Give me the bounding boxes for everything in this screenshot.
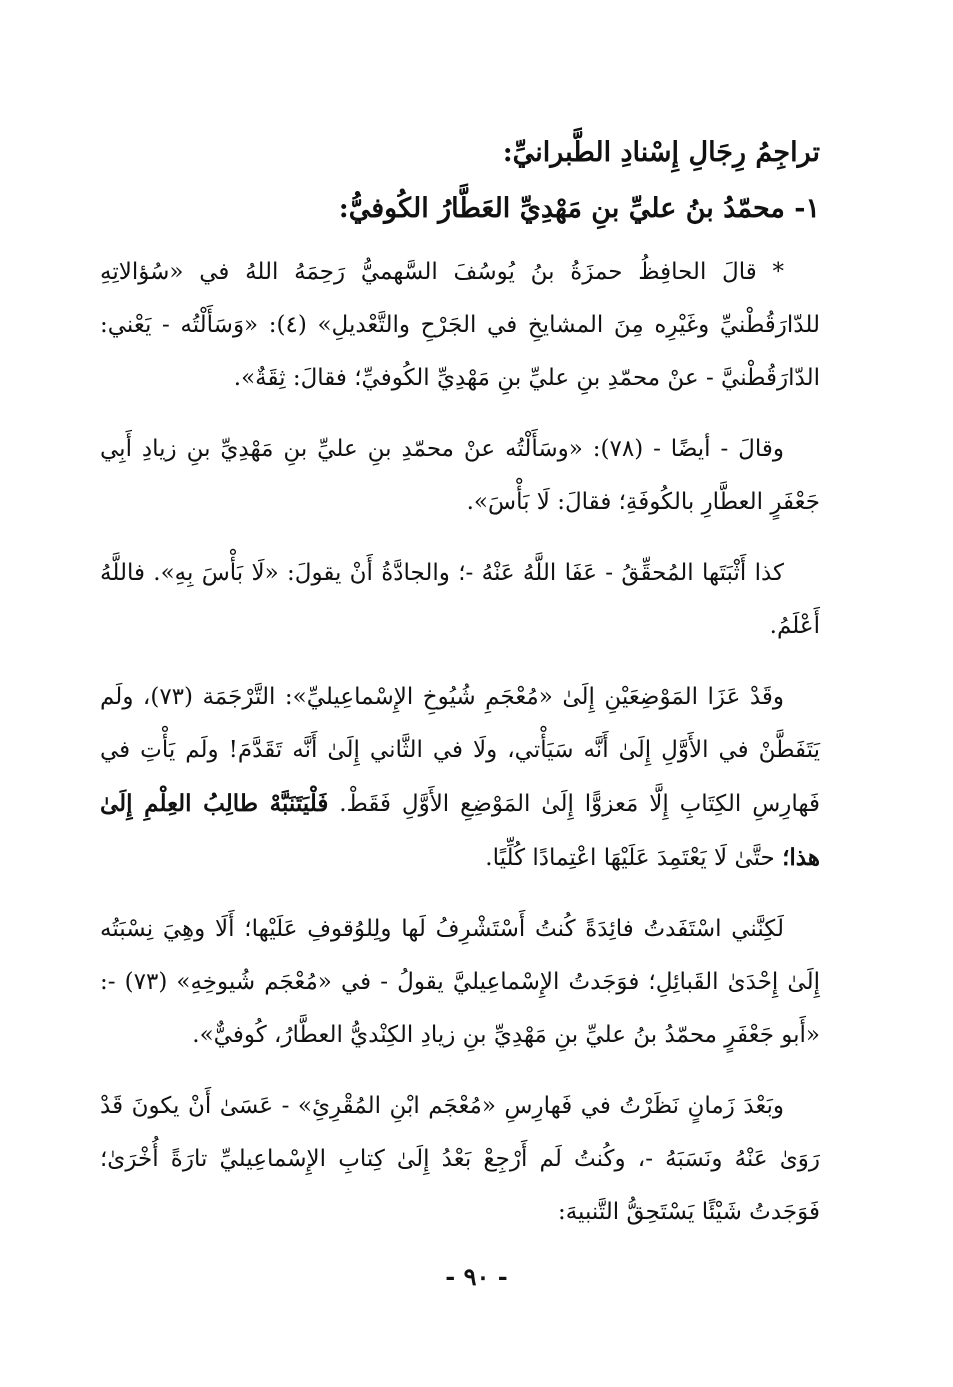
paragraph-4-emphasis: فَلْيَتَنَبَّهْ طالِبُ العِلْمِ إِلَىٰ هذا؛: [100, 790, 820, 871]
paragraph-2-text: وقالَ - أيضًا - (٧٨): «وسَأَلْتُه عنْ محمّدِ بنِ عليِّ بنِ مَهْدِيِّ بنِ زيادِ أَبِي جَعْفَرٍ العطَّارِ بالكُوفَةِ؛ فقالَ: لَا بَأْسَ».: [100, 436, 820, 515]
paragraph-6: [100, 1080, 820, 1239]
page-number: - ٩٠ -: [445, 1262, 508, 1291]
paragraph-3-text: كذا أَثْبَتَها المُحقِّقُ - عَفَا اللَّهُ عَنْهُ -؛ والجادَّةُ أَنْ يقولَ: «لَا بَأْسَ بِهِ». فاللَّهُ أَعْلَمُ.: [100, 560, 820, 639]
paragraph-1-text: * قالَ الحافِظُ حمزَةُ بنُ يُوسُفَ السَّهميُّ رَحِمَهُ اللهُ في «سُؤالاتِهِ للدّارَقُطْنيِّ وغَيْرِه مِنَ المشايخِ في الجَرْحِ والتَّعْديلِ» (٤): «وَسَأَلْتُه - يَعْني: الدّارَقُطْنيَّ - عنْ محمّدِ بنِ عليِّ بنِ مَهْدِيِّ الكُوفيِّ؛ فقالَ: ثِقَةٌ».: [100, 259, 820, 391]
paragraph-5: [100, 903, 820, 1062]
page-body: [100, 130, 820, 1257]
paragraph-4-text: وقَدْ عَزَا المَوْضِعَيْنِ إِلَىٰ «مُعْجَمِ شُيُوخِ الإِسْماعِيليِّ»: التَّرْجَمَة (٧٣)، ولَم يَتَفَطَّنْ في الأَوَّلِ إِلَىٰ أَنَّه سَيَأْتي، ولَا في الثَّاني إِلَىٰ أَنَّه تَقَدَّمَ! ولَم يَأْتِ في فَهارِسِ الكِتَابِ إِلَّا مَعزوًّا إِلَىٰ المَوْضِعِ الأَوَّلِ فَقَطْ.: [100, 684, 820, 817]
paragraph-1: [100, 246, 820, 405]
paragraph-6-text: وبَعْدَ زَمانٍ نَظَرْتُ في فَهارِسِ «مُعْجَم ابْنِ المُقْرِئِ» - عَسَىٰ أَنْ يكونَ قَدْ رَوَىٰ عَنْهُ ونَسَبَهُ -، وكُنتُ لَم أَرْجِعْ بَعْدُ إِلَىٰ كِتابِ الإِسْماعِيليِّ تارَةً أُخْرَىٰ؛ فَوَجَدتُ شَيْئًا يَسْتَحِقُّ التَّنبيهَ:: [100, 1093, 820, 1225]
paragraph-5-text: لَكِنَّني اسْتَفَدتُ فائِدَةً كُنتُ أَسْتَشْرِفُ لَها ولِلوُقوفِ عَلَيْها؛ أَلَا وهِيَ نِسْبَتُه إِلَىٰ إِحْدَىٰ القَبائِلِ؛ فوَجَدتُ الإِسْماعِيليَّ يقولُ - في «مُعْجَم شُيوخِهِ» (٧٣) -: «أَبو جَعْفَرٍ محمّدُ بنُ عليِّ بنِ مَهْدِيِّ بنِ زيادِ الكِنْديُّ العطَّارُ، كُوفيٌّ».: [100, 916, 820, 1048]
paragraph-4-tail: حتَّىٰ لَا يَعْتَمِدَ عَلَيْهَا اعْتِمادًا كُلِّيًا.: [485, 845, 775, 871]
paragraph-4: [100, 671, 820, 885]
paragraph-3: [100, 547, 820, 653]
paragraph-2: [100, 423, 820, 529]
narrator-heading: ١- محمّدُ بنُ عليِّ بنِ مَهْدِيِّ العَطَّارُ الكُوفيُّ:: [338, 193, 820, 224]
section-heading: تراجِمُ رِجَالِ إِسْنادِ الطَّبرانيِّ:: [502, 137, 820, 168]
